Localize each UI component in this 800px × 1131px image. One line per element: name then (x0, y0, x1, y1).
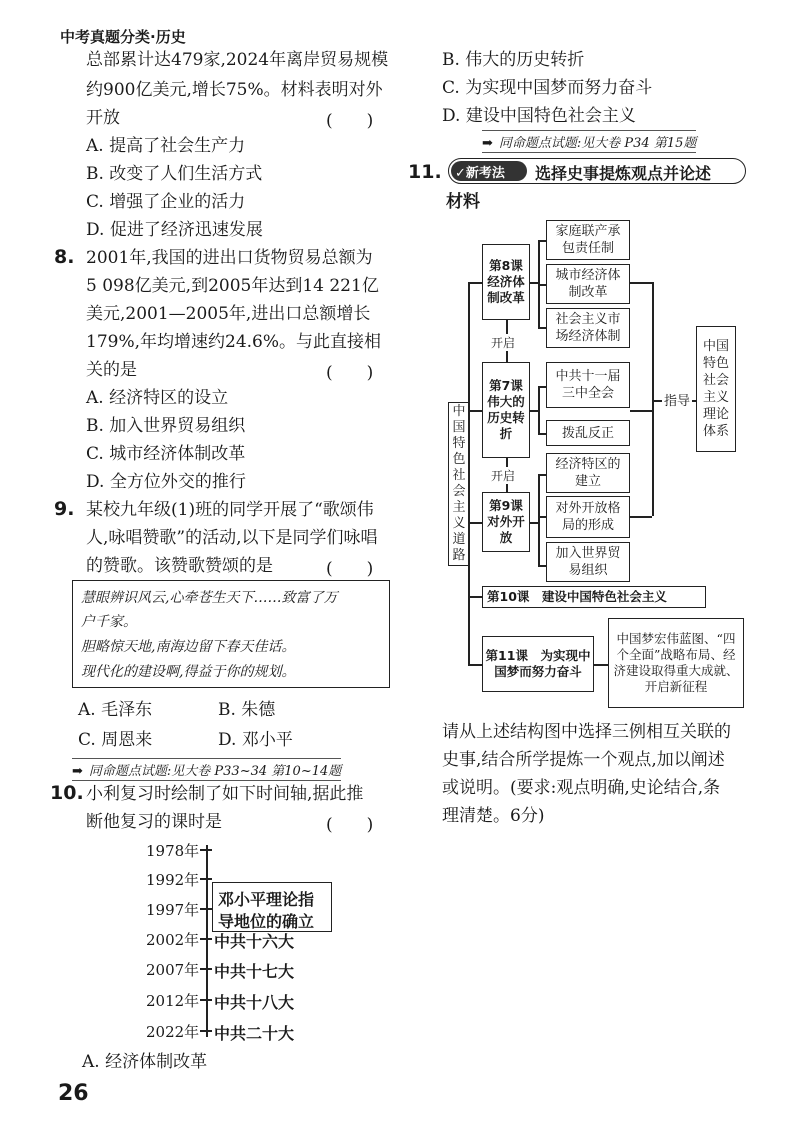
timeline-year: 1997年 (146, 901, 200, 919)
q9-stem-line: 人,咏唱赞歌”的活动,以下是同学们咏唱 (86, 528, 378, 548)
q11-question-line: 或说明。(要求:观点明确,史论结合,条 (442, 778, 721, 798)
q9-option-b[interactable]: B. 朱德 (218, 700, 276, 720)
lesson8-item: 社会主义市场经济体制 (546, 308, 630, 348)
connector (538, 474, 546, 476)
connector (530, 282, 538, 284)
q8-stem-line: 5 098亿美元,到2005年达到14 221亿 (86, 276, 379, 296)
q9-reference: ➡ 同命题点试题:见大卷 P33~34 第10~14题 (72, 758, 341, 781)
q10-reference: ➡ 同命题点试题:见大卷 P34 第15题 (482, 130, 696, 153)
q8-stem-line: 2001年,我国的进出口货物贸易总额为 (86, 248, 373, 268)
lesson8-item: 家庭联产承包责任制 (546, 220, 630, 260)
diagram-left-spine (468, 282, 470, 664)
timeline-event: 中共十七大 (214, 962, 295, 981)
lesson7-node: 第7课伟大的历史转折 (482, 362, 530, 458)
q8-option-a[interactable]: A. 经济特区的设立 (86, 388, 229, 408)
q7-stem-line: 开放 (86, 108, 120, 128)
lesson7-item: 拨乱反正 (546, 420, 630, 446)
timeline-boxed-event: 邓小平理论指 导地位的确立 (212, 882, 332, 932)
q9-number: 9. (54, 498, 75, 520)
connector (538, 386, 540, 434)
connector (630, 410, 652, 412)
lesson8-node: 第8课经济体制改革 (482, 244, 530, 320)
q8-option-d[interactable]: D. 全方位外交的推行 (86, 472, 246, 492)
q9-stem-line: 的赞歌。该赞歌赞颂的是 (86, 556, 273, 576)
timeline-tick (200, 968, 212, 970)
timeline-tick (200, 999, 212, 1001)
q8-stem-line: 关的是 (86, 360, 137, 380)
connector (468, 664, 482, 666)
theory-system-node: 中国特色社会主义理论体系 (696, 326, 736, 452)
q7-option-c[interactable]: C. 增强了企业的活力 (86, 192, 246, 212)
poem-line: 胆略惊天地,南海边留下春天佳话。 (81, 639, 296, 655)
lesson9-item: 经济特区的建立 (546, 453, 630, 493)
q8-answer-paren[interactable]: ( ) (326, 363, 374, 383)
connector (652, 282, 654, 516)
lesson10-node: 第10课 建设中国特色社会主义 (482, 586, 706, 608)
guide-label: 指导 (662, 390, 692, 409)
timeline-tick (200, 908, 212, 910)
timeline-year: 2007年 (146, 961, 200, 979)
timeline-event: 中共十八大 (214, 993, 295, 1012)
connector (538, 433, 546, 435)
q11-question-line: 史事,结合所学提炼一个观点,加以阐述 (442, 750, 725, 770)
timeline-year: 2002年 (146, 931, 200, 949)
connector (630, 282, 652, 284)
q10-option-d[interactable]: D. 建设中国特色社会主义 (442, 106, 636, 126)
lesson9-item: 加入世界贸易组织 (546, 542, 630, 582)
q11-question-line: 理清楚。6分) (442, 806, 545, 826)
connector (538, 474, 540, 566)
q8-stem-line: 179%,年均增速约24.6%。与此直接相 (86, 332, 382, 352)
lesson11-node: 第11课 为实现中国梦而努力奋斗 (482, 636, 594, 692)
connector (530, 522, 538, 524)
timeline-event: 中共二十大 (214, 1024, 295, 1043)
timeline-tick (200, 938, 212, 940)
q9-option-c[interactable]: C. 周恩来 (78, 730, 153, 750)
connector (538, 284, 546, 286)
timeline-year: 1992年 (146, 871, 200, 889)
q11-tag-banner (448, 158, 746, 184)
page-number: 26 (58, 1081, 89, 1106)
q10-option-b[interactable]: B. 伟大的历史转折 (442, 50, 585, 70)
q10-stem-line: 小利复习时绘制了如下时间轴,据此推 (86, 784, 364, 804)
q7-answer-paren[interactable]: ( ) (326, 111, 374, 131)
connector (538, 240, 546, 242)
q11-number: 11. (408, 161, 442, 183)
connector (594, 664, 608, 666)
connector (468, 282, 482, 284)
arrow-icon: ➡ (482, 136, 493, 151)
connector (538, 565, 546, 567)
q11-title: 选择史事提炼观点并论述 (535, 164, 712, 183)
q11-question-line: 请从上述结构图中选择三例相互关联的 (442, 722, 731, 742)
timeline-event: 中共十六大 (214, 932, 295, 951)
material-label: 材料 (446, 192, 480, 212)
open-label: 开启 (491, 469, 516, 483)
open-label: 开启 (491, 336, 516, 350)
q10-stem-line: 断他复习的课时是 (86, 812, 222, 832)
lesson9-item: 对外开放格局的形成 (546, 496, 630, 538)
q10-option-c[interactable]: C. 为实现中国梦而努力奋斗 (442, 78, 653, 98)
q9-option-d[interactable]: D. 邓小平 (218, 730, 293, 750)
lesson8-item: 城市经济体制改革 (546, 264, 630, 304)
q10-number: 10. (50, 782, 84, 804)
connector (538, 386, 546, 388)
poem-line: 现代化的建设啊,得益于你的规划。 (81, 664, 296, 680)
q8-stem-line: 美元,2001—2005年,进出口总额增长 (86, 304, 371, 324)
q7-stem-line: 约900亿美元,增长75%。材料表明对外 (86, 80, 383, 100)
q9-stem-line: 某校九年级(1)班的同学开展了“歌颂伟 (86, 500, 374, 520)
poem-line: 户千家。 (81, 614, 137, 630)
arrow-icon: ➡ (72, 764, 83, 779)
q9-answer-paren[interactable]: ( ) (326, 559, 374, 579)
q9-poem-box (72, 580, 390, 688)
timeline-tick (200, 849, 212, 851)
q8-option-b[interactable]: B. 加入世界贸易组织 (86, 416, 246, 436)
poem-line: 慧眼辨识风云,心牵苍生天下……致富了万 (81, 590, 338, 606)
connector (538, 516, 546, 518)
timeline-tick (200, 1030, 212, 1032)
diagram-root: 中国特色社会主义道路 (448, 402, 470, 566)
q8-option-c[interactable]: C. 城市经济体制改革 (86, 444, 246, 464)
connector (530, 410, 538, 412)
connector (468, 410, 482, 412)
q8-number: 8. (54, 246, 75, 268)
q10-option-a[interactable]: A. 经济体制改革 (82, 1052, 208, 1072)
timeline-axis (206, 845, 208, 1037)
lesson11-item: 中国梦宏伟蓝图、“四个全面”战略布局、经济建设取得重大成就、开启新征程 (608, 618, 744, 708)
connector (630, 516, 652, 518)
lesson7-item: 中共十一届三中全会 (546, 362, 630, 408)
q7-option-a[interactable]: A. 提高了社会生产力 (86, 136, 246, 156)
lesson9-node: 第9课对外开放 (482, 492, 530, 552)
connector (468, 522, 482, 524)
page-header: 中考真题分类·历史 (60, 28, 186, 46)
q10-answer-paren[interactable]: ( ) (326, 815, 374, 835)
timeline-year: 2022年 (146, 1023, 200, 1041)
timeline-year: 1978年 (146, 842, 200, 860)
new-method-badge: ✓新考法 (451, 161, 527, 181)
q7-stem-line: 总部累计达479家,2024年离岸贸易规模 (86, 50, 389, 70)
timeline-year: 2012年 (146, 992, 200, 1010)
connector (468, 596, 482, 598)
timeline-tick (200, 878, 212, 880)
q7-option-d[interactable]: D. 促进了经济迅速发展 (86, 220, 263, 240)
q9-option-a[interactable]: A. 毛泽东 (78, 700, 153, 720)
q7-option-b[interactable]: B. 改变了人们生活方式 (86, 164, 263, 184)
connector (538, 327, 546, 329)
